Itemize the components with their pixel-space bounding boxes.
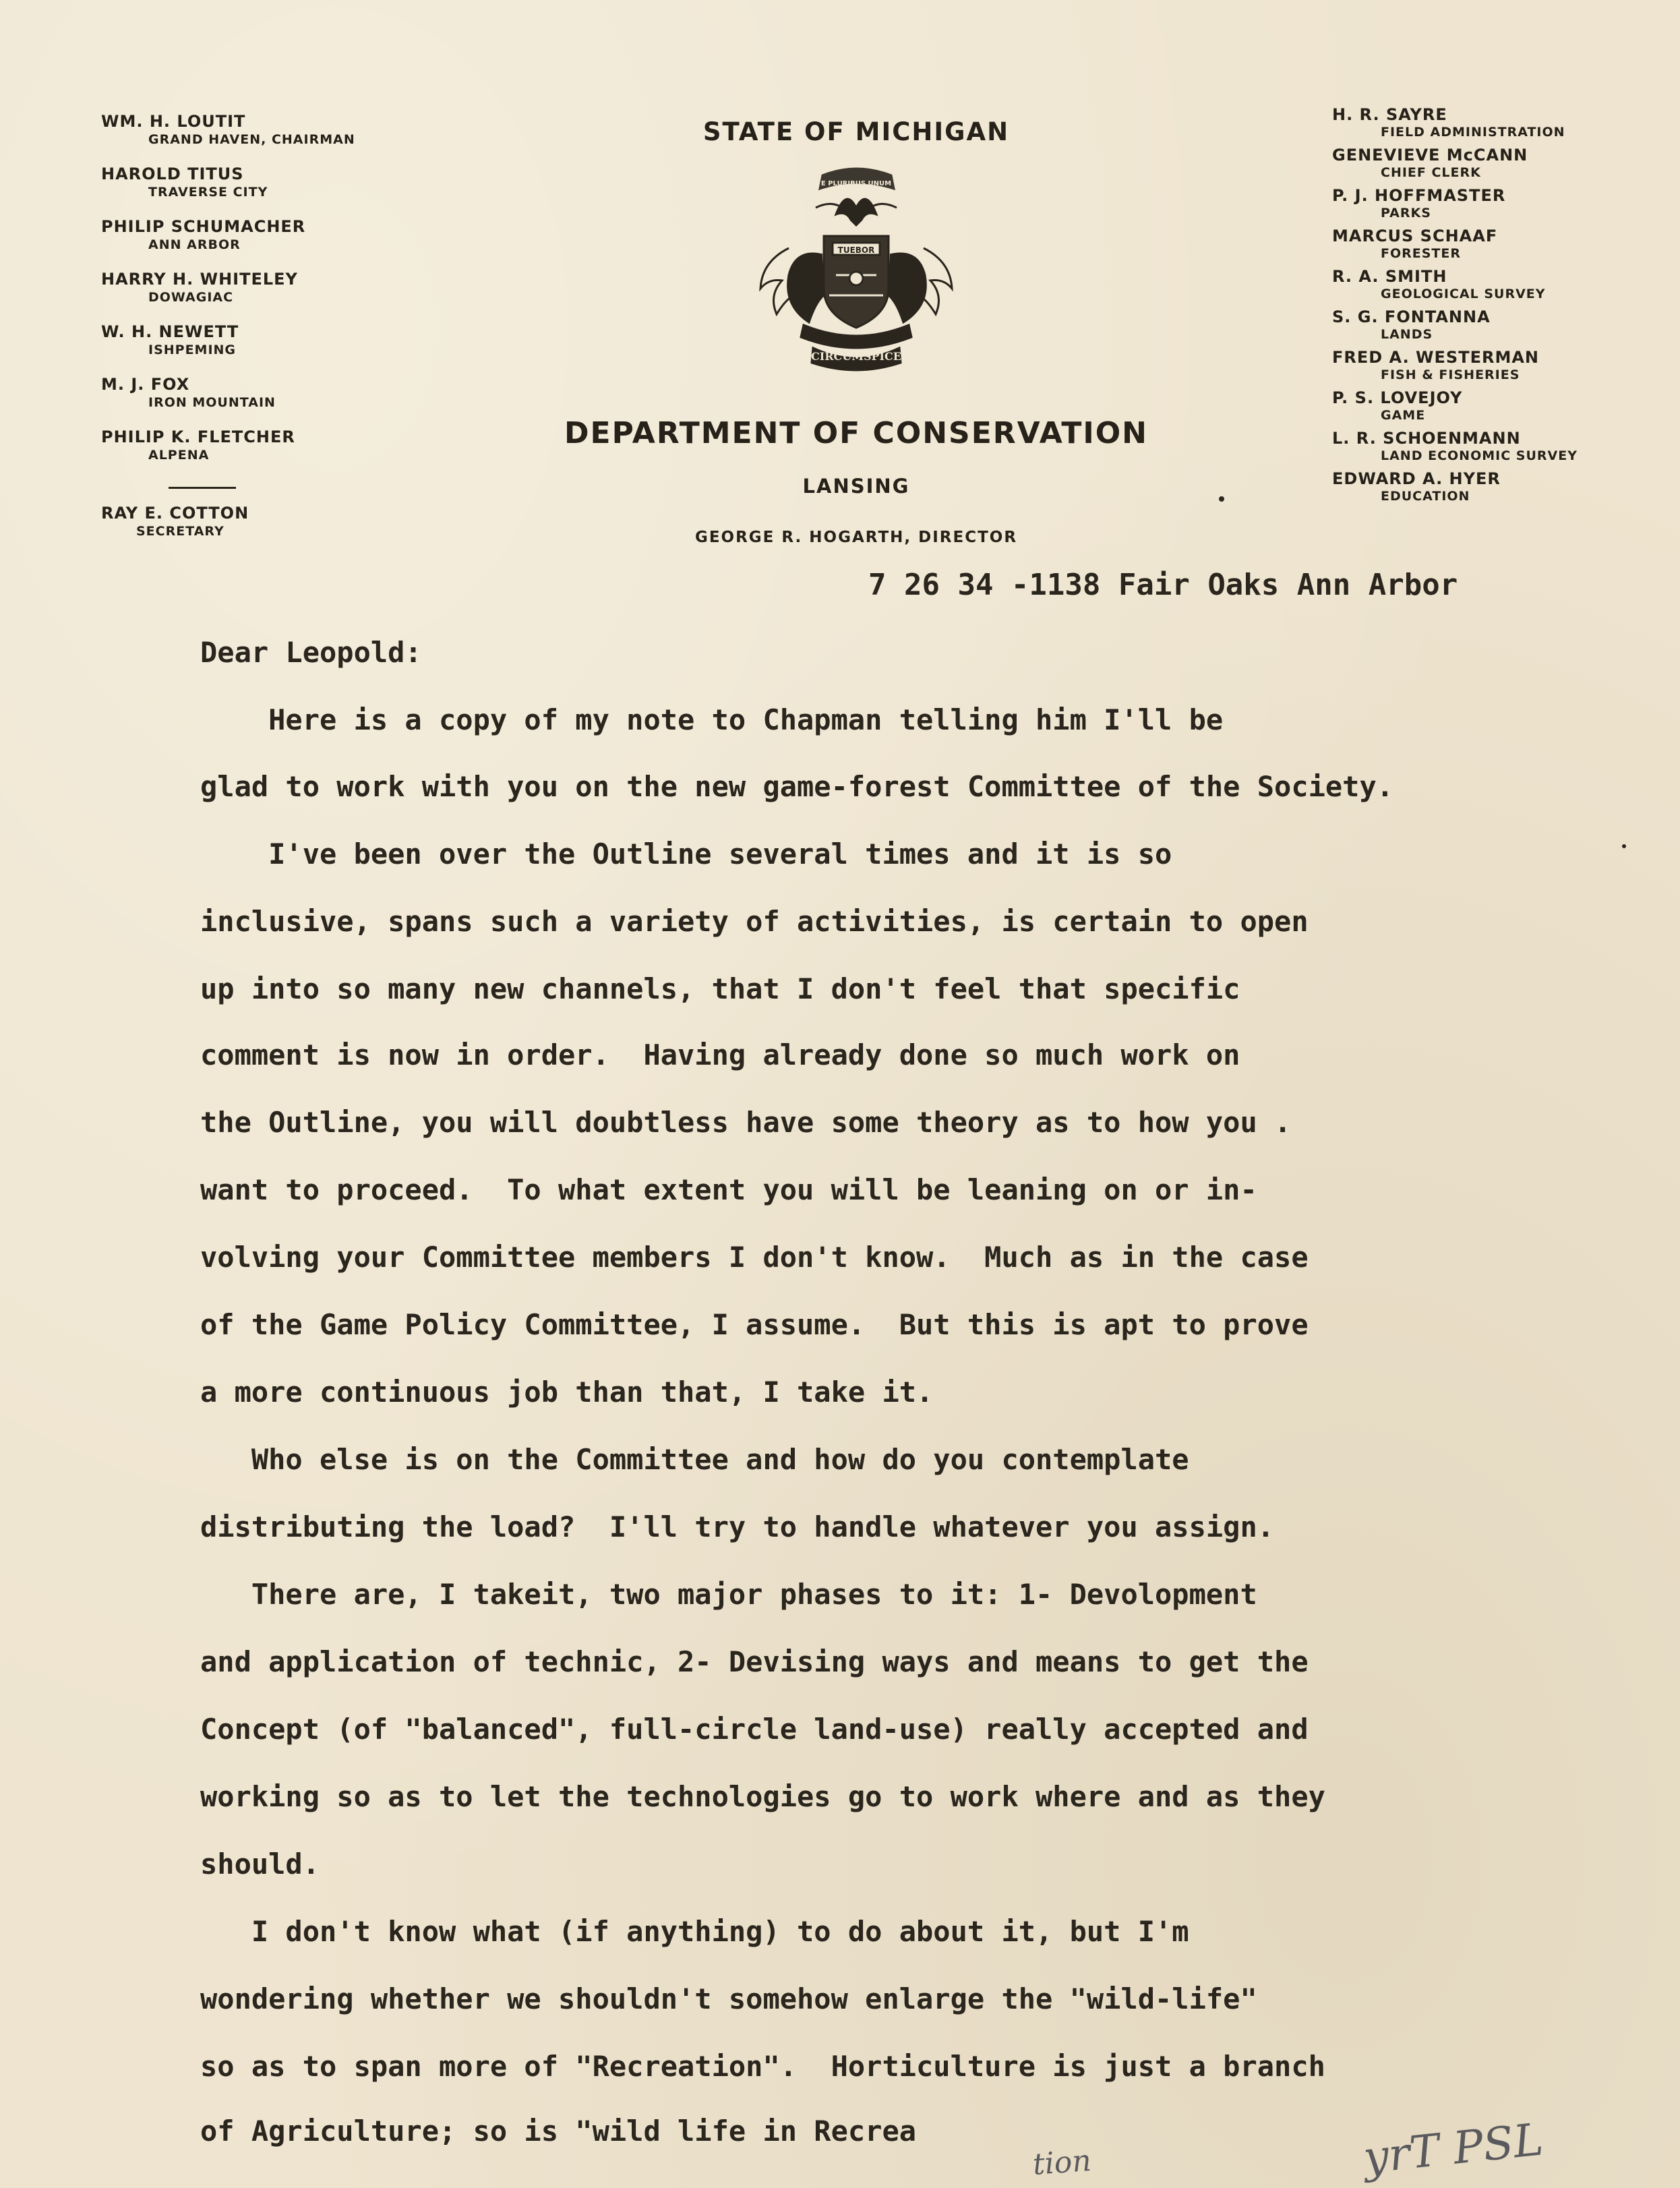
division-head: L. R. SCHOENMANN [1332, 429, 1521, 448]
seal-motto-text: CIRCUMSPICE [811, 350, 901, 363]
commissioner-place: ANN ARBOR [148, 237, 241, 252]
division-role: LANDS [1381, 327, 1433, 342]
state-title: STATE OF MICHIGAN [702, 117, 1010, 146]
secretary-role: SECRETARY [136, 524, 224, 539]
division-entry [1332, 267, 1669, 307]
letter-line: distributing the load? I'll try to handle whatever you assign. [200, 1510, 1275, 1543]
secretary-name: RAY E. COTTON [101, 504, 249, 523]
commissioner-place: TRAVERSE CITY [148, 185, 268, 200]
division-role: PARKS [1381, 206, 1431, 220]
division-head: MARCUS SCHAAF [1332, 227, 1498, 245]
division-role: GEOLOGICAL SURVEY [1381, 287, 1546, 301]
letter-line: inclusive, spans such a variety of activities, is certain to open [200, 905, 1309, 938]
division-entry [1332, 307, 1669, 348]
letter-line: wondering whether we shouldn't somehow enlarge the "wild-life" [200, 1982, 1257, 2015]
director-line: GEORGE R. HOGARTH, DIRECTOR [694, 529, 1018, 546]
division-entry [1332, 348, 1669, 388]
letter-line: Who else is on the Committee and how do you contemplate [200, 1443, 1189, 1476]
commissioner-entry [101, 270, 398, 322]
letter-line: a more continuous job than that, I take it. [200, 1376, 934, 1409]
commissioner-place: ALPENA [148, 448, 210, 463]
division-role: GAME [1381, 408, 1426, 423]
division-head: FRED A. WESTERMAN [1332, 348, 1539, 367]
salutation: Dear Leopold: [200, 636, 422, 669]
division-role: CHIEF CLERK [1381, 165, 1481, 180]
handwritten-initials: yrT PSL [1360, 2113, 1546, 2184]
letter-line: should. [200, 1847, 320, 1881]
commissioner-place: GRAND HAVEN, CHAIRMAN [148, 132, 355, 147]
divider [169, 487, 236, 489]
commissioner-name: HAROLD TITUS [101, 165, 244, 183]
commissioner-place: DOWAGIAC [148, 290, 234, 305]
division-entry [1332, 469, 1669, 510]
division-head: S. G. FONTANNA [1332, 307, 1491, 326]
division-head: R. A. SMITH [1332, 267, 1447, 286]
letter-line: want to proceed. To what extent you will be leaning on or in- [200, 1173, 1257, 1206]
division-head: P. S. LOVEJOY [1332, 388, 1463, 407]
division-entry [1332, 227, 1669, 267]
letter-line: I don't know what (if anything) to do about it, but I'm [200, 1915, 1189, 1948]
letter-line: working so as to let the technologies go to work where and as they [200, 1780, 1325, 1813]
commissioner-name: WM. H. LOUTIT [101, 112, 246, 131]
letter-line: comment is now in order. Having already done so much work on [200, 1038, 1240, 1071]
commissioner-entry [101, 112, 398, 165]
division-head: H. R. SAYRE [1332, 105, 1447, 124]
commissioners-list [101, 112, 398, 556]
letter-line: the Outline, you will doubtless have some theory as to how you . [200, 1106, 1292, 1139]
commissioner-name: PHILIP SCHUMACHER [101, 217, 306, 236]
seal-banner-text: E PLURIBUS UNUM [820, 180, 892, 187]
division-role: FISH & FISHERIES [1381, 367, 1520, 382]
letter-line: glad to work with you on the new game-forest Committee of the Society. [200, 770, 1394, 803]
commissioner-place: IRON MOUNTAIN [148, 395, 276, 410]
division-entry [1332, 146, 1669, 186]
division-head: EDWARD A. HYER [1332, 469, 1501, 488]
commissioner-name: HARRY H. WHITELEY [101, 270, 298, 289]
letter-line: and application of technic, 2- Devising ways and means to get the [200, 1645, 1309, 1678]
commissioner-name: W. H. NEWETT [101, 322, 239, 341]
commissioner-entry [101, 427, 398, 477]
letter-line: volving your Committee members I don't know. Much as in the case [200, 1241, 1309, 1274]
division-role: EDUCATION [1381, 489, 1470, 504]
divisions-list [1332, 105, 1669, 510]
commissioner-entry [101, 322, 398, 375]
division-entry [1332, 186, 1669, 227]
division-role: LAND ECONOMIC SURVEY [1381, 448, 1578, 463]
letter-line: so as to span more of "Recreation". Horticulture is just a branch [200, 2050, 1325, 2083]
dateline: 7 26 34 -1138 Fair Oaks Ann Arbor [868, 568, 1458, 602]
division-role: FORESTER [1381, 246, 1461, 261]
letter-line: Here is a copy of my note to Chapman telling him I'll be [200, 703, 1224, 736]
ink-speck [1622, 844, 1626, 848]
letter-line: There are, I takeit, two major phases to it: 1- Devolopment [200, 1578, 1257, 1611]
secretary-entry [101, 504, 398, 556]
state-seal-icon [742, 160, 971, 376]
division-head: P. J. HOFFMASTER [1332, 186, 1506, 205]
division-role: FIELD ADMINISTRATION [1381, 125, 1565, 140]
commissioner-entry [101, 217, 398, 270]
commissioner-name: PHILIP K. FLETCHER [101, 427, 295, 446]
handwritten-suffix: tion [1031, 2143, 1093, 2182]
ink-speck [1219, 496, 1224, 502]
city-label: LANSING [802, 475, 910, 498]
commissioner-name: M. J. FOX [101, 375, 190, 394]
division-entry [1332, 105, 1669, 146]
commissioner-place: ISHPEMING [148, 343, 237, 357]
division-entry [1332, 429, 1669, 469]
commissioner-entry [101, 165, 398, 217]
division-entry [1332, 388, 1669, 429]
letter-line: of Agriculture; so is "wild life in Recrea [200, 2115, 917, 2148]
letter-line: Concept (of "balanced", full-circle land-use) really accepted and [200, 1713, 1309, 1746]
division-head: GENEVIEVE McCANN [1332, 146, 1528, 165]
letter-line: up into so many new channels, that I don't feel that specific [200, 972, 1240, 1005]
department-title: DEPARTMENT OF CONSERVATION [564, 416, 1148, 450]
letter-line: of the Game Policy Committee, I assume. But this is apt to prove [200, 1308, 1309, 1341]
seal-shield-text: TUEBOR [837, 245, 875, 255]
commissioner-entry [101, 375, 398, 427]
letter-line: I've been over the Outline several times and it is so [200, 837, 1172, 870]
